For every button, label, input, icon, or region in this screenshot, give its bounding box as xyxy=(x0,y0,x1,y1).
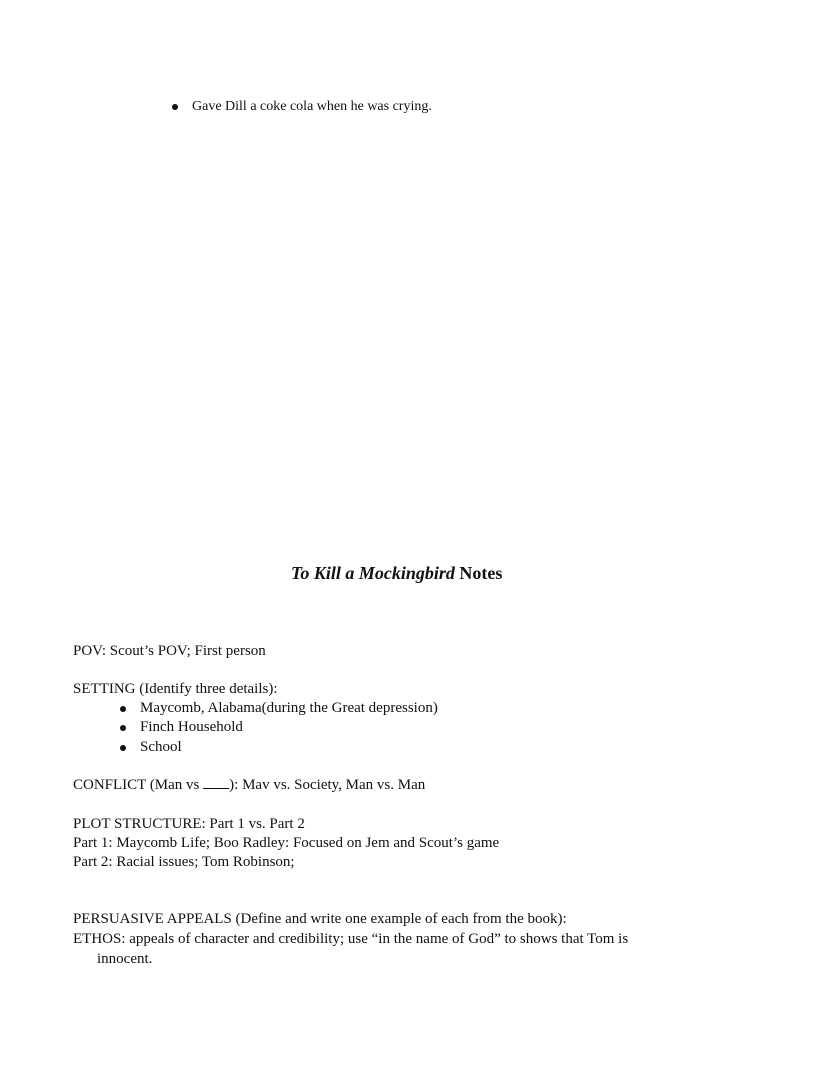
conflict-line xyxy=(73,776,425,795)
page-title xyxy=(291,562,502,584)
setting-item-3 xyxy=(120,738,182,757)
setting-item-text: School xyxy=(140,739,182,755)
plot-heading: PLOT STRUCTURE: Part 1 vs. Part 2 xyxy=(73,816,305,832)
plot-part2: Part 2: Racial issues; Tom Robinson; xyxy=(73,854,295,870)
top-bullet-item xyxy=(172,98,432,116)
persuasive-heading: PERSUASIVE APPEALS (Define and write one example of each from the book): xyxy=(73,911,567,927)
ethos-line-2: innocent. xyxy=(97,951,153,967)
conflict-suffix: ): Mav vs. Society, Man vs. Man xyxy=(229,777,426,793)
title-italic: To Kill a Mockingbird xyxy=(291,563,455,583)
bullet-icon xyxy=(172,104,178,110)
conflict-prefix: CONFLICT (Man vs xyxy=(73,777,204,793)
title-rest: Notes xyxy=(454,563,503,583)
setting-heading: SETTING (Identify three details): xyxy=(73,681,278,697)
bullet-icon xyxy=(120,706,126,712)
setting-item-1 xyxy=(120,699,438,718)
setting-item-text: Maycomb, Alabama(during the Great depression) xyxy=(140,700,438,716)
setting-item-text: Finch Household xyxy=(140,719,243,735)
conflict-blank xyxy=(203,776,229,789)
bullet-icon xyxy=(120,745,126,751)
bullet-icon xyxy=(120,725,126,731)
plot-part1: Part 1: Maycomb Life; Boo Radley: Focused on Jem and Scout’s game xyxy=(73,835,500,851)
pov-line: POV: Scout’s POV; First person xyxy=(73,643,266,659)
top-bullet-text: Gave Dill a coke cola when he was crying. xyxy=(192,99,432,114)
ethos-line-1: ETHOS: appeals of character and credibility; use “in the name of God” to shows that Tom is xyxy=(73,931,629,947)
setting-item-2 xyxy=(120,718,243,737)
